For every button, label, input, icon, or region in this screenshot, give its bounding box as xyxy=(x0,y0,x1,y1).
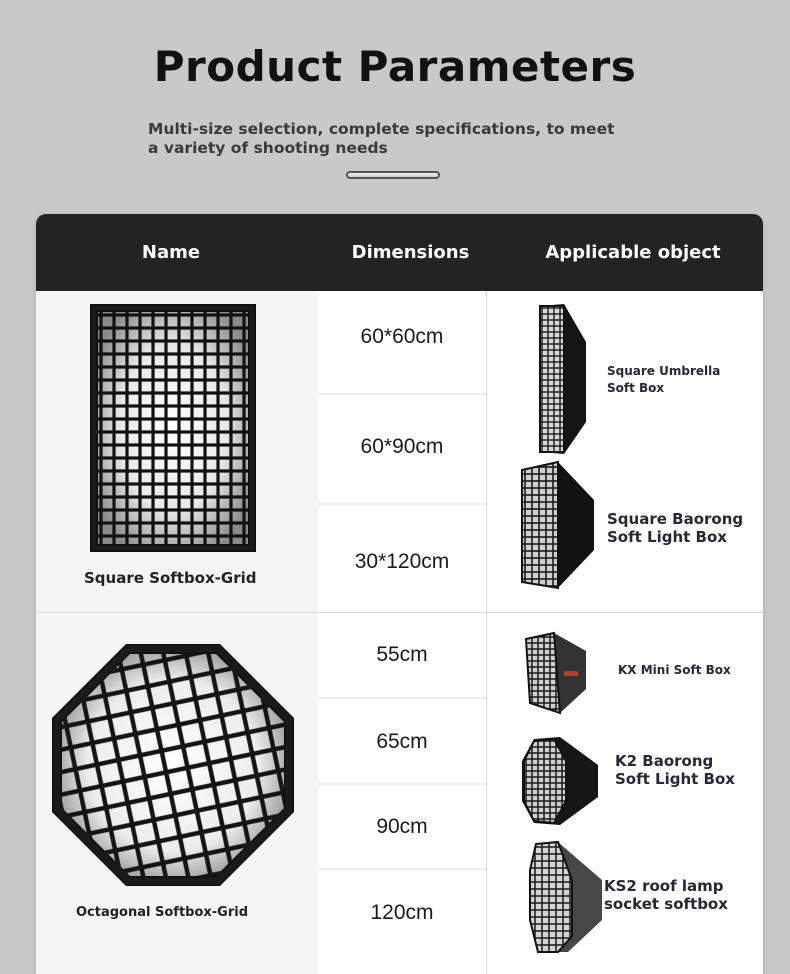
product-name-square: Square Softbox-Grid xyxy=(84,569,257,587)
applicable-label-line: K2 Baorong xyxy=(615,752,714,770)
applicable-label-line: Soft Box xyxy=(607,381,665,395)
mini-softbox-icon xyxy=(520,631,592,717)
cell-divider xyxy=(318,393,486,395)
parameters-table xyxy=(36,214,763,974)
square-grid-icon xyxy=(88,302,258,554)
applicable-label-line: socket softbox xyxy=(604,895,728,913)
applicable-label-line: Square Baorong xyxy=(607,510,744,528)
applicable-label xyxy=(607,510,743,546)
cell-divider xyxy=(318,503,486,505)
square-softbox-grid-icon xyxy=(518,460,598,590)
applicable-label-line: Soft Light Box xyxy=(607,528,727,546)
parabolic-softbox-icon xyxy=(528,840,608,955)
applicable-label-line: KS2 roof lamp xyxy=(604,877,724,895)
dimension-value: 90cm xyxy=(376,815,428,838)
dimension-value: 120cm xyxy=(370,901,434,924)
table-header xyxy=(36,214,763,291)
page-subtitle: Multi-size selection, complete specifications, to meet a variety of shooting needs xyxy=(148,120,615,157)
product-name-octagonal: Octagonal Softbox-Grid xyxy=(76,905,249,920)
octagon-grid-icon xyxy=(48,640,298,890)
dimension-value: 60*90cm xyxy=(360,435,444,458)
applicable-label xyxy=(604,877,728,913)
octagon-softbox-icon xyxy=(520,735,602,827)
column-header-applicable: Applicable object xyxy=(545,242,721,263)
dimension-value: 55cm xyxy=(376,643,428,666)
applicable-label xyxy=(607,363,720,397)
cell-divider xyxy=(318,697,486,699)
column-divider xyxy=(486,291,487,612)
cell-divider xyxy=(318,783,486,785)
column-divider xyxy=(486,613,487,974)
applicable-label xyxy=(618,662,731,679)
column-header-name: Name xyxy=(141,242,201,263)
page-title: Product Parameters xyxy=(153,42,637,91)
dimension-value: 60*60cm xyxy=(360,325,444,348)
title-divider xyxy=(346,171,440,179)
dimension-value: 65cm xyxy=(376,730,428,753)
column-header-dimensions: Dimensions xyxy=(351,242,470,263)
strip-softbox-grid-icon xyxy=(530,302,590,457)
applicable-label-line: KX Mini Soft Box xyxy=(618,663,731,677)
cell-divider xyxy=(318,868,486,870)
applicable-label-line: Square Umbrella xyxy=(607,364,721,378)
row-divider xyxy=(36,612,763,613)
applicable-label-line: Soft Light Box xyxy=(615,770,735,788)
applicable-label xyxy=(615,752,735,788)
dimension-value: 30*120cm xyxy=(354,550,450,573)
